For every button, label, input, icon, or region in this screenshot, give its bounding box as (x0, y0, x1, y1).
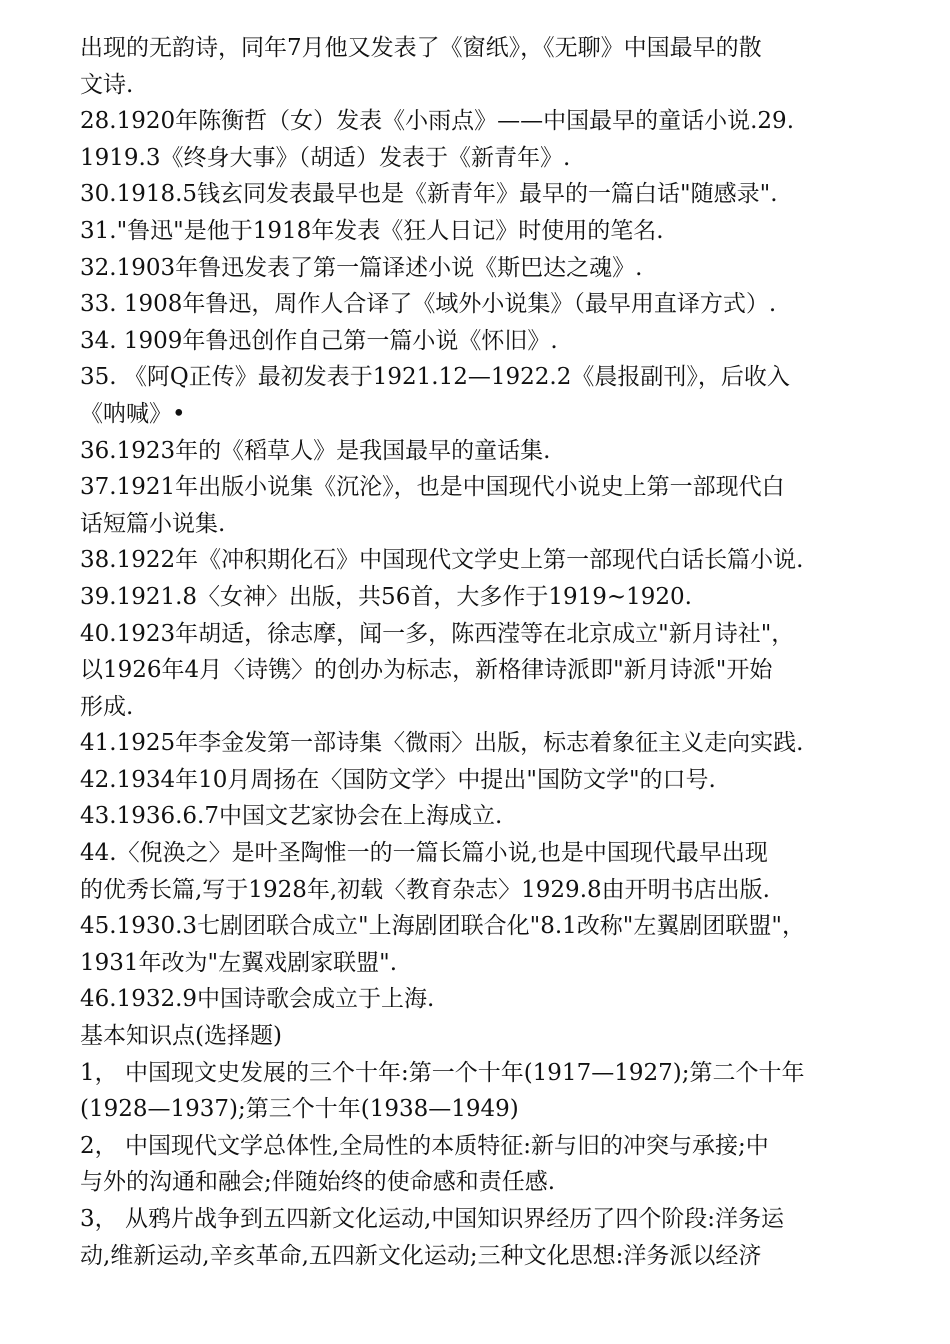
text-line: 1931年改为"左翼戏剧家联盟". (80, 949, 398, 976)
text-line: 33. 1908年鲁迅，周作人合译了《域外小说集》（最早用直译方式）. (80, 291, 777, 318)
text-line: 42.1934年10月周扬在〈国防文学〉中提出"国防文学"的口号. (80, 766, 716, 793)
text-line: 28.1920年陈衡哲（女）发表《小雨点》——中国最早的童话小说.29. (80, 108, 794, 135)
text-line: 2， 中国现代文学总体性,全局性的本质特征:新与旧的冲突与承接;中 (80, 1132, 769, 1159)
text-line: 1， 中国现文史发展的三个十年:第一个十年(1917—1927);第二个十年 (80, 1059, 805, 1086)
section-heading: 基本知识点(选择题) (80, 1023, 282, 1050)
text-line: 《呐喊》• (80, 400, 186, 427)
text-line: 43.1936.6.7中国文艺家协会在上海成立. (80, 803, 503, 830)
text-line: 话短篇小说集. (80, 510, 226, 537)
text-line: 出现的无韵诗，同年7月他又发表了《窗纸》，《无聊》中国最早的散 (80, 35, 762, 61)
text-line: 31."鲁迅"是他于1918年发表《狂人日记》时使用的笔名. (80, 217, 664, 244)
text-line: 35. 《阿Q正传》最初发表于1921.12—1922.2《晨报副刊》，后收入 (80, 364, 790, 391)
text-line: 与外的沟通和融会;伴随始终的使命感和责任感. (80, 1169, 556, 1196)
text-line: 以1926年4月〈诗镌〉的创办为标志，新格律诗派即"新月诗派"开始 (80, 657, 773, 684)
text-line: 1919.3《终身大事》（胡适）发表于《新青年》. (80, 144, 571, 171)
text-line: (1928—1937);第三个十年(1938—1949) (80, 1096, 519, 1123)
text-line: 46.1932.9中国诗歌会成立于上海. (80, 986, 435, 1013)
text-line: 34. 1909年鲁迅创作自己第一篇小说《怀旧》. (80, 327, 558, 354)
text-line: 的优秀长篇,写于1928年,初载〈教育杂志〉1929.8由开明书店出版. (80, 876, 770, 903)
text-line: 3， 从鸦片战争到五四新文化运动,中国知识界经历了四个阶段:洋务运 (80, 1206, 785, 1232)
text-line: 37.1921年出版小说集《沉沦》，也是中国现代小说史上第一部现代白 (80, 474, 785, 501)
text-line: 40.1923年胡适，徐志摩，闻一多，陈西滢等在北京成立"新月诗社"， (80, 620, 795, 647)
text-line: 形成. (80, 693, 134, 720)
text-line: 39.1921.8〈女神〉出版，共56首，大多作于1919~1920. (80, 583, 692, 610)
text-line: 36.1923年的《稻草人》是我国最早的童话集. (80, 437, 551, 464)
text-line: 44.〈倪涣之〉是叶圣陶惟一的一篇长篇小说,也是中国现代最早出现 (80, 840, 768, 867)
text-line: 41.1925年李金发第一部诗集〈微雨〉出版，标志着象征主义走向实践. (80, 730, 804, 757)
text-line: 38.1922年《冲积期化石》中国现代文学史上第一部现代白话长篇小说. (80, 547, 804, 574)
text-line: 文诗. (80, 71, 134, 98)
text-line: 32.1903年鲁迅发表了第一篇译述小说《斯巴达之魂》. (80, 254, 643, 281)
text-line: 动,维新运动,辛亥革命,五四新文化运动;三种文化思想:洋务派以经济 (80, 1242, 762, 1269)
text-line: 30.1918.5钱玄同发表最早也是《新青年》最早的一篇白话"随感录". (80, 181, 778, 208)
text-line: 45.1930.3七剧团联合成立"上海剧团联合化"8.1改称"左翼剧团联盟"， (80, 913, 805, 940)
